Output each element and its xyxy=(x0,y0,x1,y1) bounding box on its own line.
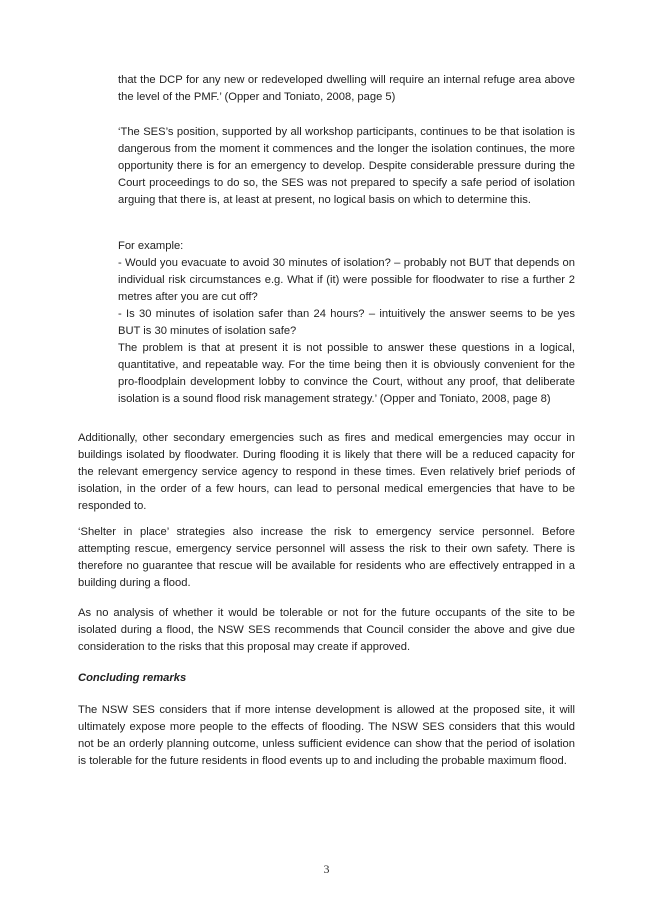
example-bullet-2: - Is 30 minutes of isolation safer than 24 hours? – intuitively the answer seems to be yes BUT is 30 minutes of isolation safe? xyxy=(118,308,575,337)
body-text: The NSW SES considers that if more intense development is allowed at the proposed site, it will ultimately expose more people to the effects of flooding. The NSW SES considers that this would not be an orderly planning outcome, unless sufficient evidence can show that the period of isolation is tolerable for the future residents in flood events up to and including the probable maximum flood. xyxy=(78,704,575,767)
example-label: For example: xyxy=(118,240,184,252)
quote-paragraph-1 xyxy=(118,72,575,106)
body-text: Additionally, other secondary emergencies such as fires and medical emergencies may occur in buildings isolated by floodwater. During flooding it is likely that there will be a reduced capacity for the relevant emergency service agency to respond in these times. Even relatively brief periods of isolation, in the order of a few hours, can lead to personal medical emergencies that have to be responded to. xyxy=(78,432,575,512)
concluding-remarks-heading: Concluding remarks xyxy=(78,672,187,684)
example-bullet-1: - Would you evacuate to avoid 30 minutes of isolation? – probably not BUT that depends on individual risk circumstances e.g. What if (it) were possible for floodwater to rise a further 2 metres after you are cut off? xyxy=(118,257,575,303)
body-text: ‘Shelter in place’ strategies also increase the risk to emergency service personnel. Before attempting rescue, emergency service personnel will assess the risk to their own safety. There is therefore no guarantee that rescue will be available for residents who are effectively entrapped in a building during a flood. xyxy=(78,526,575,589)
section-heading xyxy=(78,670,575,687)
quote-text: ‘The SES’s position, supported by all workshop participants, continues to be that isolation is dangerous from the moment it commences and the longer the isolation continues, the more opportunity there is for an emergency to develop. Despite considerable pressure during the Court proceedings to do so, the SES was not prepared to specify a safe period of isolation arguing that there is, at least at present, no logical basis on which to determine this. xyxy=(118,126,575,206)
quote-text: The problem is that at present it is not possible to answer these questions in a logical, quantitative, and repeatable way. For the time being then it is obviously convenient for the pro-floodplain development lobby to convince the Court, without any proof, that deliberate isolation is a sound flood risk management strategy.’ (Opper and Toniato, 2008, page 8) xyxy=(118,342,575,405)
body-paragraph-2 xyxy=(78,524,575,592)
body-paragraph-1 xyxy=(78,430,575,515)
quote-paragraph-2 xyxy=(118,124,575,209)
quote-examples xyxy=(118,238,575,408)
body-text: As no analysis of whether it would be tolerable or not for the future occupants of the site to be isolated during a flood, the NSW SES recommends that Council consider the above and give due consideration to the risks that this proposal may create if approved. xyxy=(78,607,575,653)
quote-text: that the DCP for any new or redeveloped dwelling will require an internal refuge area above the level of the PMF.’ (Opper and Toniato, 2008, page 5) xyxy=(118,74,575,103)
body-paragraph-4 xyxy=(78,702,575,770)
page-number: 3 xyxy=(323,862,330,876)
body-paragraph-3 xyxy=(78,605,575,656)
